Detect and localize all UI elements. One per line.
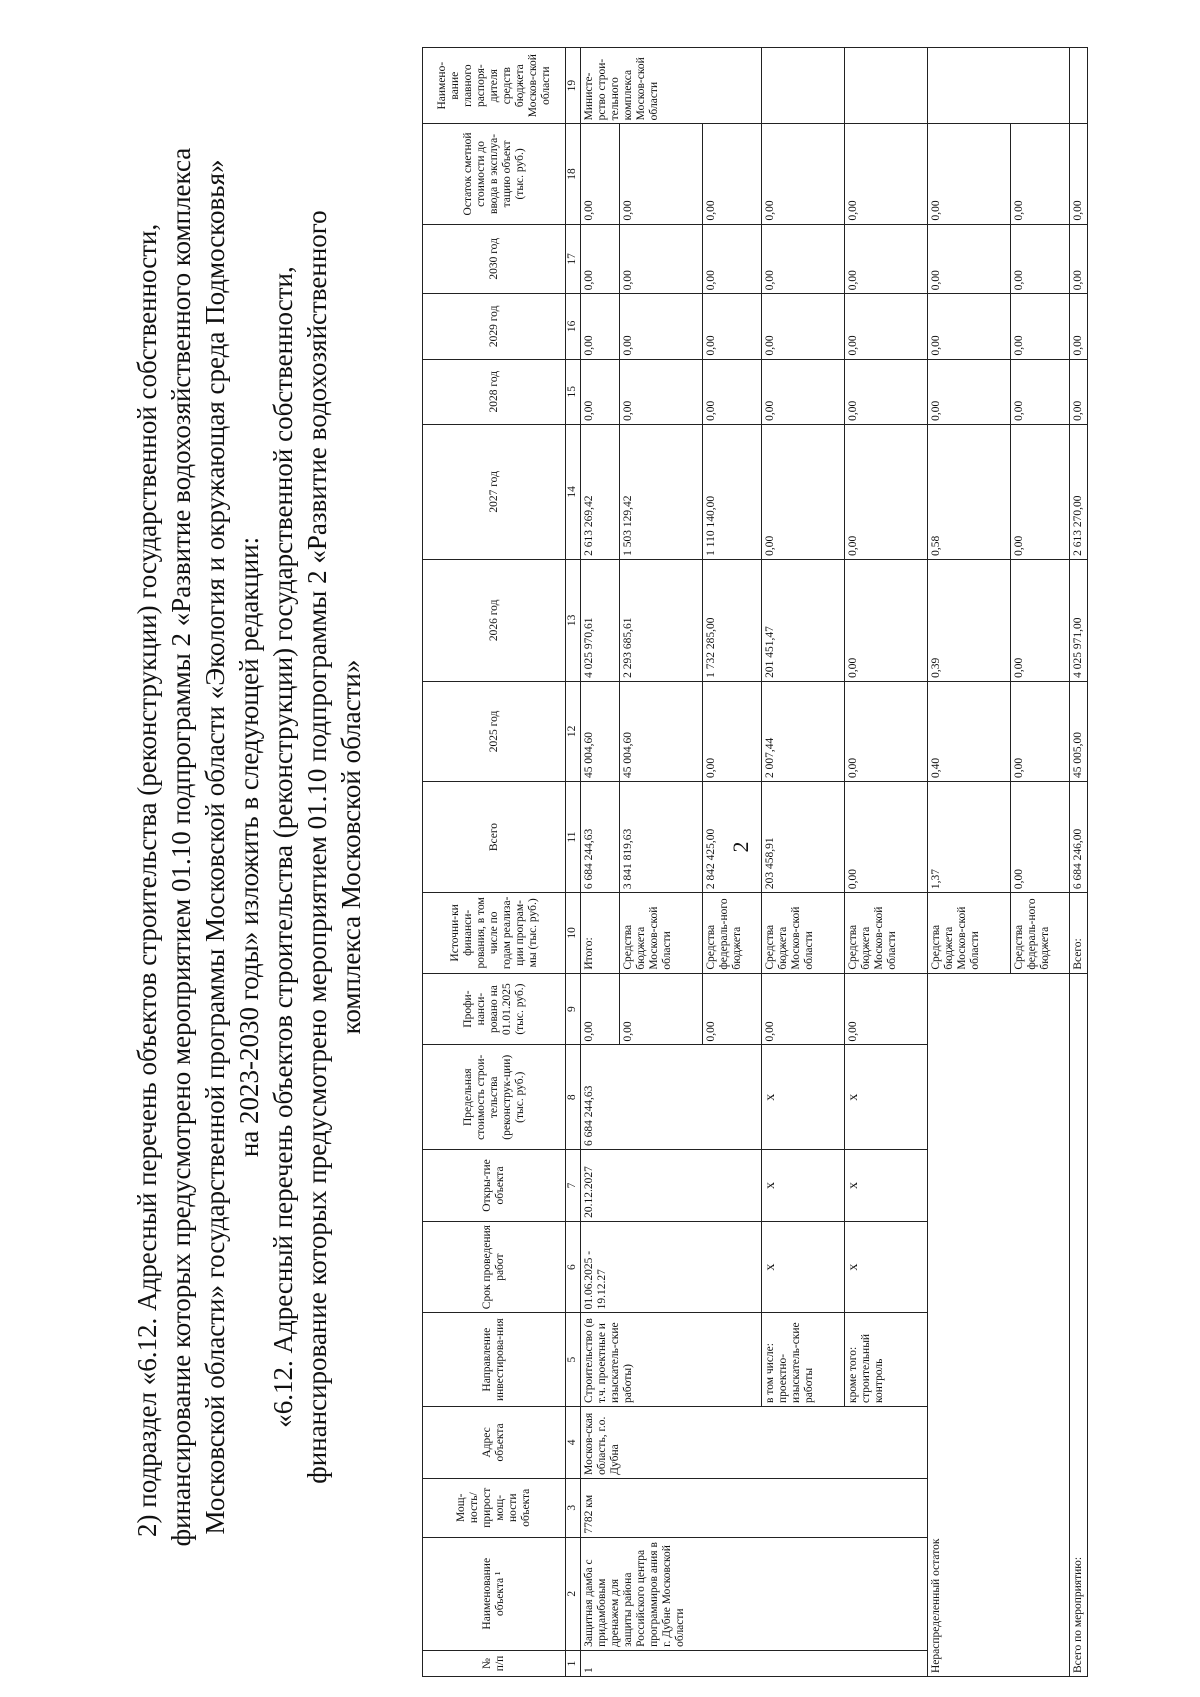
header-cell: Профи-нанси-ровано на 01.01.2025 (тыс. руб.) [423, 973, 566, 1045]
heading-line-4: на 2023-2030 годы» изложить в следующей редакции: [234, 536, 264, 1158]
value-rest: 0,00 [1011, 124, 1070, 224]
value-2026: 4 025 971,00 [1070, 559, 1088, 681]
value-2027: 1 503 129,42 [620, 424, 703, 559]
value-2026: 201 451,47 [762, 559, 845, 681]
column-number-row [566, 48, 581, 1677]
value-2027: 0,00 [1011, 424, 1070, 559]
funded-value: 0,00 [845, 973, 928, 1045]
undistributed-label: Нераспределенный остаток [928, 973, 1070, 1676]
header-cell: Откры-тие объекта [423, 1150, 566, 1222]
header-cell: 2029 год [423, 294, 566, 359]
value-2025: 0,40 [928, 681, 1011, 781]
value-2030: 0,00 [703, 224, 762, 294]
ministry-name: Министе-рство строи-тельного комплекса Москов-ской области [581, 48, 762, 124]
value-rest: 0,00 [581, 124, 620, 224]
value-rest: 0,00 [845, 124, 928, 224]
work-term: 01.06.2025 - 19.12.27 [581, 1221, 762, 1312]
value-2029: 0,00 [845, 294, 928, 359]
header-cell: Наименование объекта ¹ [423, 1537, 566, 1650]
funding-source: Итого: [581, 893, 620, 974]
value-2027: 0,00 [762, 424, 845, 559]
value-2029: 0,00 [928, 294, 1011, 359]
column-number: 5 [566, 1313, 581, 1407]
cross-mark: x [845, 1150, 928, 1222]
direction-main: Строительство (в т.ч. проектные и изыскатель-ские работы) [581, 1313, 762, 1407]
value-2028: 0,00 [928, 359, 1011, 424]
value-2029: 0,00 [620, 294, 703, 359]
value-total: 1,37 [928, 782, 1011, 893]
value-2025: 45 005,00 [1070, 681, 1088, 781]
empty-cell [1070, 48, 1088, 124]
column-number: 10 [566, 893, 581, 974]
document-heading [130, 77, 368, 1617]
empty-cell [845, 48, 928, 124]
column-number: 16 [566, 294, 581, 359]
object-name: Защитная дамба с придамбовым дренажем для защиты района Российского центра программиров ания в г. Дубне Московской области [581, 1537, 928, 1650]
column-number: 19 [566, 48, 581, 124]
empty-cell [928, 48, 1070, 124]
value-2028: 0,00 [1070, 359, 1088, 424]
table-header-row [423, 48, 566, 1677]
value-2026: 2 293 685,61 [620, 559, 703, 681]
heading-line-1: 2) подраздел «6.12. Адресный перечень объектов строительства (реконструкции) государственной собственности, [132, 223, 162, 1537]
header-cell: Мощ-ность/ прирост мощ-ности объекта [423, 1478, 566, 1537]
column-number: 13 [566, 559, 581, 681]
value-2026: 0,00 [845, 559, 928, 681]
value-2025: 45 004,60 [581, 681, 620, 781]
value-2029: 0,00 [1070, 294, 1088, 359]
header-cell: 2028 год [423, 359, 566, 424]
value-2030: 0,00 [1011, 224, 1070, 294]
value-total: 203 458,91 [762, 782, 845, 893]
address-list-table [422, 47, 1088, 1677]
value-2028: 0,00 [1011, 359, 1070, 424]
column-number: 6 [566, 1221, 581, 1312]
value-2027: 0,00 [845, 424, 928, 559]
value-total: 6 684 246,00 [1070, 782, 1088, 893]
value-2028: 0,00 [620, 359, 703, 424]
funded-value: 0,00 [703, 973, 762, 1045]
column-number: 1 [566, 1650, 581, 1676]
direction-sub-design: в том числе: проектно-изыскатель-ские работы [762, 1313, 845, 1407]
funding-source: Всего: [1070, 893, 1088, 974]
header-cell: Адрес объекта [423, 1406, 566, 1478]
value-2027: 2 613 269,42 [581, 424, 620, 559]
value-rest: 0,00 [1070, 124, 1088, 224]
funded-value: 0,00 [762, 973, 845, 1045]
column-number: 12 [566, 681, 581, 781]
column-number: 11 [566, 782, 581, 893]
funding-source: Средства бюджета Москов-ской области [620, 893, 703, 974]
value-2030: 0,00 [1070, 224, 1088, 294]
value-2027: 2 613 270,00 [1070, 424, 1088, 559]
value-2026: 4 025 970,61 [581, 559, 620, 681]
cross-mark: x [845, 1221, 928, 1312]
value-2028: 0,00 [703, 359, 762, 424]
value-2028: 0,00 [845, 359, 928, 424]
header-cell: Всего [423, 782, 566, 893]
value-2030: 0,00 [928, 224, 1011, 294]
column-number: 2 [566, 1537, 581, 1650]
value-2030: 0,00 [845, 224, 928, 294]
value-2028: 0,00 [581, 359, 620, 424]
value-2025: 0,00 [1011, 681, 1070, 781]
header-cell: Источни-ки финанси-рования, в том числе по годам реализа-ции програм-мы (тыс. руб.) [423, 893, 566, 974]
heading-line-2: финансирование которых предусмотрено мероприятием 01.10 подпрограммы 2 «Развитие водохозяйственного комплекса [166, 147, 196, 1547]
column-number: 4 [566, 1406, 581, 1478]
value-2025: 0,00 [845, 681, 928, 781]
header-cell: 2025 год [423, 681, 566, 781]
object-address: Москов-ская область, г.о. Дубна [581, 1406, 928, 1478]
value-2025: 0,00 [703, 681, 762, 781]
heading-line-5: «6.12. Адресный перечень объектов строительства (реконструкции) государственной собственности, [268, 266, 298, 1428]
value-total: 0,00 [845, 782, 928, 893]
header-cell: Направление инвестирова-ния [423, 1313, 566, 1407]
value-2030: 0,00 [620, 224, 703, 294]
heading-line-6: финансирование которых предусмотрено мероприятием 01.10 подпрограммы 2 «Развитие водохозяйственного [302, 210, 332, 1484]
header-cell: 2030 год [423, 224, 566, 294]
value-2029: 0,00 [581, 294, 620, 359]
cross-mark: x [845, 1045, 928, 1150]
heading-line-3: Московской области» государственной программы Московской области «Экология и окружающая среда Подмосковья» [200, 159, 230, 1535]
value-2027: 1 110 140,00 [703, 424, 762, 559]
funded-value: 0,00 [620, 973, 703, 1045]
value-2026: 0,00 [1011, 559, 1070, 681]
header-cell: № п/п [423, 1650, 566, 1676]
value-2029: 0,00 [762, 294, 845, 359]
table-row [581, 48, 620, 1677]
direction-sub-control: кроме того: строительный контроль [845, 1313, 928, 1407]
column-number: 9 [566, 973, 581, 1045]
header-cell: Остаток сметной стоимости до ввода в эксплуа-тацию объект (тыс. руб.) [423, 124, 566, 224]
value-2027: 0,58 [928, 424, 1011, 559]
column-number: 7 [566, 1150, 581, 1222]
header-cell: Срок проведения работ [423, 1221, 566, 1312]
column-number: 8 [566, 1045, 581, 1150]
value-2026: 0,39 [928, 559, 1011, 681]
funded-value: 0,00 [581, 973, 620, 1045]
value-rest: 0,00 [928, 124, 1011, 224]
value-2025: 2 007,44 [762, 681, 845, 781]
header-cell: Наимено-вание главного распоря-дителя средств бюджета Москов-ской области [423, 48, 566, 124]
value-rest: 0,00 [703, 124, 762, 224]
cross-mark: x [762, 1150, 845, 1222]
limit-cost: 6 684 244,63 [581, 1045, 762, 1150]
total-label: Всего по мероприятию: [1070, 973, 1088, 1676]
column-number: 17 [566, 224, 581, 294]
cross-mark: x [762, 1221, 845, 1312]
funding-source: Средства бюджета Москов-ской области [928, 893, 1011, 974]
value-2025: 45 004,60 [620, 681, 703, 781]
funding-source: Средства федераль-ного бюджета [1011, 893, 1070, 974]
value-2029: 0,00 [703, 294, 762, 359]
object-capacity: 7782 км [581, 1478, 928, 1537]
header-cell: 2027 год [423, 424, 566, 559]
column-number: 15 [566, 359, 581, 424]
value-total: 2 842 425,00 [703, 782, 762, 893]
funding-source: Средства федераль-ного бюджета [703, 893, 762, 974]
header-cell: Предельная стоимость строи-тельства (реконструк-ции) (тыс. руб.) [423, 1045, 566, 1150]
object-number: 1 [581, 1650, 928, 1676]
value-2026: 1 732 285,00 [703, 559, 762, 681]
value-total: 3 841 819,63 [620, 782, 703, 893]
value-total: 6 684 244,63 [581, 782, 620, 893]
header-cell: 2026 год [423, 559, 566, 681]
empty-cell [762, 48, 845, 124]
table-row-total [1070, 48, 1088, 1677]
value-2030: 0,00 [762, 224, 845, 294]
table-row-undistributed [928, 48, 1011, 1677]
column-number: 3 [566, 1478, 581, 1537]
funding-source: Средства бюджета Москов-ской области [845, 893, 928, 974]
value-2029: 0,00 [1011, 294, 1070, 359]
heading-line-7: комплекса Московской области» [336, 659, 366, 1035]
value-2030: 0,00 [581, 224, 620, 294]
column-number: 18 [566, 124, 581, 224]
page-number: 2 [728, 841, 753, 853]
funding-source: Средства бюджета Москов-ской области [762, 893, 845, 974]
value-2028: 0,00 [762, 359, 845, 424]
value-rest: 0,00 [762, 124, 845, 224]
opening-date: 20.12.2027 [581, 1150, 762, 1222]
value-total: 0,00 [1011, 782, 1070, 893]
cross-mark: x [762, 1045, 845, 1150]
value-rest: 0,00 [620, 124, 703, 224]
column-number: 14 [566, 424, 581, 559]
